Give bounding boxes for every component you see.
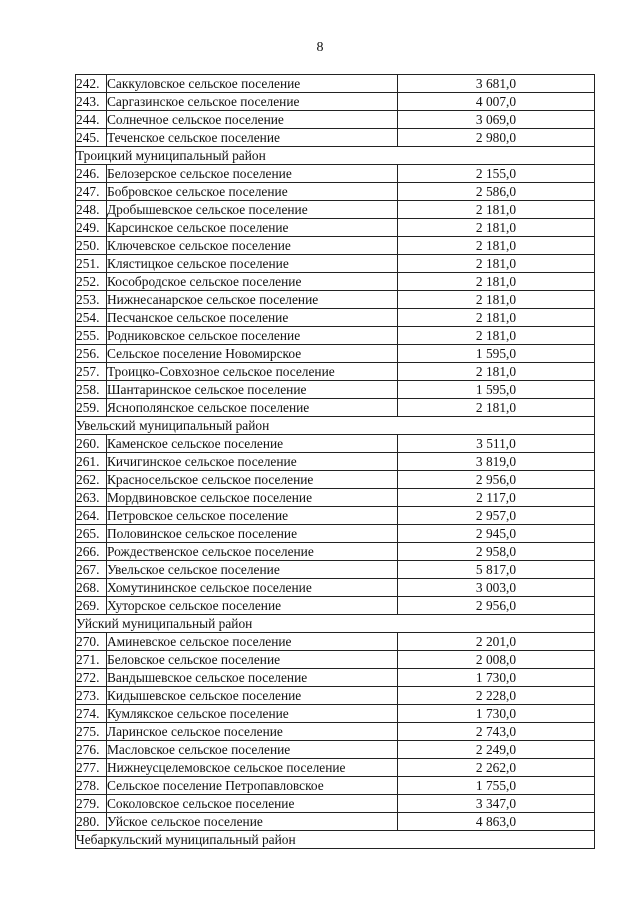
row-number: 279. xyxy=(76,795,107,813)
row-number: 277. xyxy=(76,759,107,777)
table-row xyxy=(76,273,595,291)
table-row xyxy=(76,363,595,381)
row-number: 255. xyxy=(76,327,107,345)
settlement-name: Шантаринское сельское поселение xyxy=(107,381,398,399)
row-number: 263. xyxy=(76,489,107,507)
row-value: 1 730,0 xyxy=(398,705,595,723)
settlement-name: Бобровское сельское поселение xyxy=(107,183,398,201)
settlement-name: Нижнеусцелемовское сельское поселение xyxy=(107,759,398,777)
page-number: 8 xyxy=(316,40,324,55)
table-row xyxy=(76,75,595,93)
settlement-name: Увельское сельское поселение xyxy=(107,561,398,579)
row-number: 257. xyxy=(76,363,107,381)
district-name: Троицкий муниципальный район xyxy=(76,147,595,165)
district-row xyxy=(76,147,595,165)
row-value: 2 956,0 xyxy=(398,471,595,489)
table-row xyxy=(76,525,595,543)
row-value: 2 262,0 xyxy=(398,759,595,777)
table-row xyxy=(76,453,595,471)
row-number: 252. xyxy=(76,273,107,291)
row-value: 2 008,0 xyxy=(398,651,595,669)
row-value: 3 347,0 xyxy=(398,795,595,813)
row-number: 264. xyxy=(76,507,107,525)
row-number: 254. xyxy=(76,309,107,327)
settlement-name: Мордвиновское сельское поселение xyxy=(107,489,398,507)
row-value: 5 817,0 xyxy=(398,561,595,579)
settlement-name: Кособродское сельское поселение xyxy=(107,273,398,291)
settlement-name: Половинское сельское поселение xyxy=(107,525,398,543)
settlement-name: Родниковское сельское поселение xyxy=(107,327,398,345)
row-value: 2 181,0 xyxy=(398,201,595,219)
settlement-name: Дробышевское сельское поселение xyxy=(107,201,398,219)
table-row xyxy=(76,345,595,363)
table-row xyxy=(76,129,595,147)
settlement-name: Сельское поселение Петропавловское xyxy=(107,777,398,795)
settlement-name: Саккуловское сельское поселение xyxy=(107,75,398,93)
row-number: 245. xyxy=(76,129,107,147)
row-value: 2 181,0 xyxy=(398,309,595,327)
row-value: 2 181,0 xyxy=(398,219,595,237)
row-number: 249. xyxy=(76,219,107,237)
table-row xyxy=(76,777,595,795)
table-row xyxy=(76,669,595,687)
table-row xyxy=(76,435,595,453)
table-row xyxy=(76,597,595,615)
row-value: 2 201,0 xyxy=(398,633,595,651)
row-number: 280. xyxy=(76,813,107,831)
settlement-name: Аминевское сельское поселение xyxy=(107,633,398,651)
row-value: 2 249,0 xyxy=(398,741,595,759)
row-number: 262. xyxy=(76,471,107,489)
row-number: 251. xyxy=(76,255,107,273)
row-value: 2 956,0 xyxy=(398,597,595,615)
table-row xyxy=(76,813,595,831)
settlement-name: Саргазинское сельское поселение xyxy=(107,93,398,111)
row-value: 1 595,0 xyxy=(398,345,595,363)
table-row xyxy=(76,651,595,669)
row-value: 2 117,0 xyxy=(398,489,595,507)
row-number: 258. xyxy=(76,381,107,399)
settlement-name: Троицко-Совхозное сельское поселение xyxy=(107,363,398,381)
row-value: 2 155,0 xyxy=(398,165,595,183)
row-number: 269. xyxy=(76,597,107,615)
settlement-name: Красносельское сельское поселение xyxy=(107,471,398,489)
row-number: 261. xyxy=(76,453,107,471)
row-value: 1 730,0 xyxy=(398,669,595,687)
row-number: 253. xyxy=(76,291,107,309)
table-row xyxy=(76,705,595,723)
table-row xyxy=(76,111,595,129)
row-number: 276. xyxy=(76,741,107,759)
table-row xyxy=(76,291,595,309)
settlement-name: Карсинское сельское поселение xyxy=(107,219,398,237)
table-row xyxy=(76,219,595,237)
row-value: 2 228,0 xyxy=(398,687,595,705)
table-row xyxy=(76,309,595,327)
table-row xyxy=(76,741,595,759)
settlement-name: Ларинское сельское поселение xyxy=(107,723,398,741)
settlement-name: Белозерское сельское поселение xyxy=(107,165,398,183)
row-value: 2 181,0 xyxy=(398,399,595,417)
row-value: 2 181,0 xyxy=(398,327,595,345)
table-row xyxy=(76,795,595,813)
table-row xyxy=(76,93,595,111)
row-value: 2 586,0 xyxy=(398,183,595,201)
settlement-name: Кичигинское сельское поселение xyxy=(107,453,398,471)
table-row xyxy=(76,579,595,597)
district-name: Чебаркульский муниципальный район xyxy=(76,831,595,849)
row-number: 270. xyxy=(76,633,107,651)
district-row xyxy=(76,615,595,633)
settlement-name: Вандышевское сельское поселение xyxy=(107,669,398,687)
row-value: 3 003,0 xyxy=(398,579,595,597)
settlement-name: Теченское сельское поселение xyxy=(107,129,398,147)
table-row xyxy=(76,759,595,777)
table-row xyxy=(76,201,595,219)
table-row xyxy=(76,471,595,489)
row-number: 259. xyxy=(76,399,107,417)
row-number: 242. xyxy=(76,75,107,93)
settlement-name: Песчанское сельское поселение xyxy=(107,309,398,327)
settlements-table xyxy=(75,74,595,849)
table-row xyxy=(76,723,595,741)
district-name: Увельский муниципальный район xyxy=(76,417,595,435)
row-value: 2 945,0 xyxy=(398,525,595,543)
row-number: 267. xyxy=(76,561,107,579)
settlement-name: Беловское сельское поселение xyxy=(107,651,398,669)
table-row xyxy=(76,255,595,273)
row-number: 260. xyxy=(76,435,107,453)
row-number: 256. xyxy=(76,345,107,363)
table-row xyxy=(76,543,595,561)
district-name: Уйский муниципальный район xyxy=(76,615,595,633)
row-number: 246. xyxy=(76,165,107,183)
table-row xyxy=(76,687,595,705)
settlement-name: Хомутининское сельское поселение xyxy=(107,579,398,597)
row-value: 1 755,0 xyxy=(398,777,595,795)
settlement-name: Ключевское сельское поселение xyxy=(107,237,398,255)
settlement-name: Сельское поселение Новомирское xyxy=(107,345,398,363)
row-value: 2 181,0 xyxy=(398,255,595,273)
settlement-name: Петровское сельское поселение xyxy=(107,507,398,525)
row-number: 272. xyxy=(76,669,107,687)
row-number: 273. xyxy=(76,687,107,705)
table-row xyxy=(76,183,595,201)
row-number: 247. xyxy=(76,183,107,201)
table-row xyxy=(76,165,595,183)
row-number: 271. xyxy=(76,651,107,669)
settlement-name: Соколовское сельское поселение xyxy=(107,795,398,813)
table-row xyxy=(76,399,595,417)
row-value: 2 181,0 xyxy=(398,291,595,309)
row-value: 2 181,0 xyxy=(398,237,595,255)
settlement-name: Солнечное сельское поселение xyxy=(107,111,398,129)
row-value: 3 819,0 xyxy=(398,453,595,471)
row-value: 2 181,0 xyxy=(398,363,595,381)
table-row xyxy=(76,327,595,345)
row-number: 265. xyxy=(76,525,107,543)
settlement-name: Масловское сельское поселение xyxy=(107,741,398,759)
settlement-name: Яснополянское сельское поселение xyxy=(107,399,398,417)
table-row xyxy=(76,237,595,255)
row-number: 266. xyxy=(76,543,107,561)
row-number: 244. xyxy=(76,111,107,129)
district-row xyxy=(76,831,595,849)
row-value: 2 958,0 xyxy=(398,543,595,561)
row-number: 248. xyxy=(76,201,107,219)
row-value: 1 595,0 xyxy=(398,381,595,399)
row-number: 243. xyxy=(76,93,107,111)
row-value: 2 181,0 xyxy=(398,273,595,291)
row-value: 4 863,0 xyxy=(398,813,595,831)
settlement-name: Нижнесанарское сельское поселение xyxy=(107,291,398,309)
settlement-name: Кумлякское сельское поселение xyxy=(107,705,398,723)
row-number: 274. xyxy=(76,705,107,723)
row-value: 4 007,0 xyxy=(398,93,595,111)
row-value: 2 743,0 xyxy=(398,723,595,741)
row-value: 2 957,0 xyxy=(398,507,595,525)
table-row xyxy=(76,633,595,651)
row-number: 275. xyxy=(76,723,107,741)
table-row xyxy=(76,561,595,579)
row-value: 3 681,0 xyxy=(398,75,595,93)
settlement-name: Рождественское сельское поселение xyxy=(107,543,398,561)
row-number: 250. xyxy=(76,237,107,255)
table-row xyxy=(76,507,595,525)
table-row xyxy=(76,489,595,507)
settlement-name: Каменское сельское поселение xyxy=(107,435,398,453)
row-value: 2 980,0 xyxy=(398,129,595,147)
settlement-name: Уйское сельское поселение xyxy=(107,813,398,831)
settlement-name: Клястицкое сельское поселение xyxy=(107,255,398,273)
settlement-name: Кидышевское сельское поселение xyxy=(107,687,398,705)
row-value: 3 069,0 xyxy=(398,111,595,129)
row-value: 3 511,0 xyxy=(398,435,595,453)
row-number: 278. xyxy=(76,777,107,795)
district-row xyxy=(76,417,595,435)
row-number: 268. xyxy=(76,579,107,597)
table-row xyxy=(76,381,595,399)
settlement-name: Хуторское сельское поселение xyxy=(107,597,398,615)
